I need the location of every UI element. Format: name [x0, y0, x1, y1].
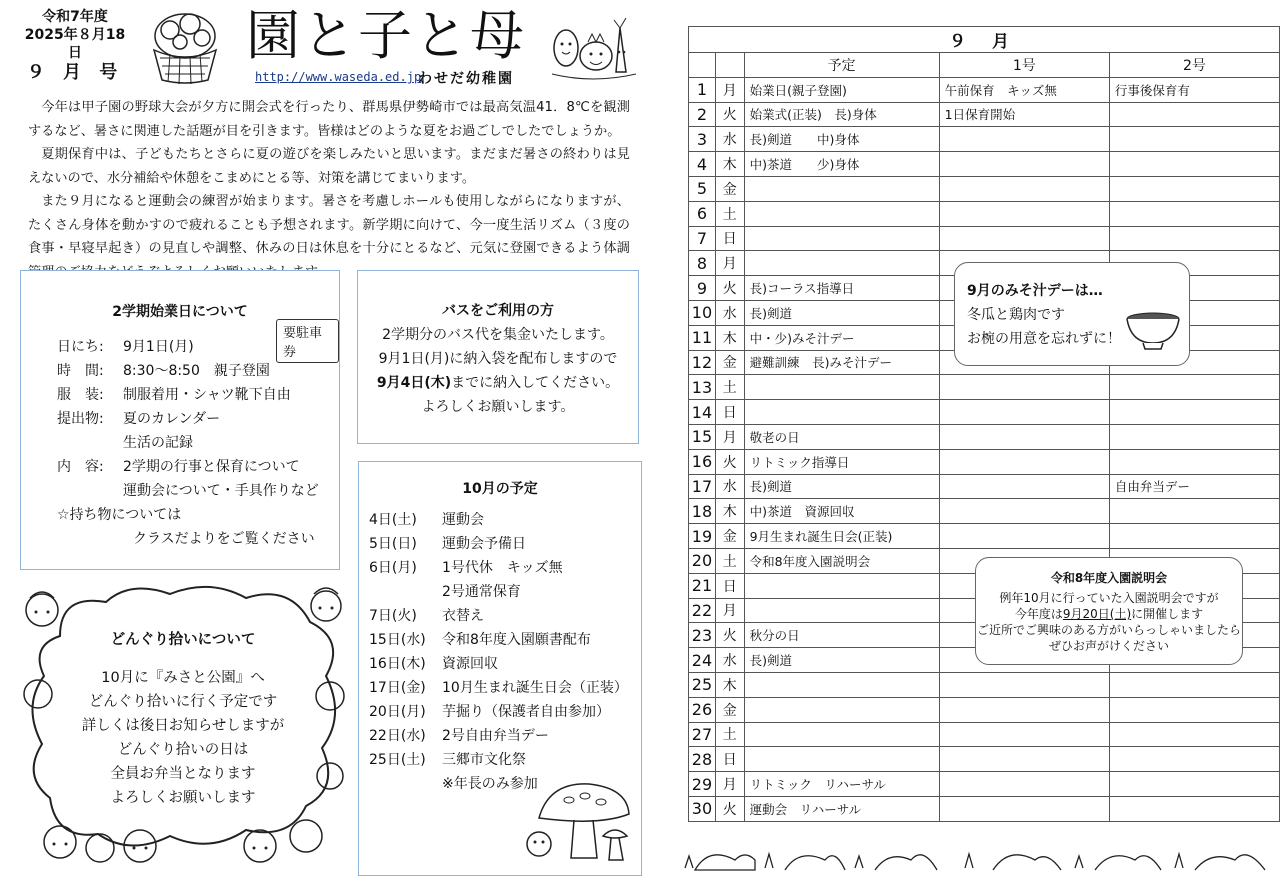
table-row [689, 176, 1280, 201]
group1-cell [939, 127, 1109, 152]
day-number: 28 [689, 747, 716, 772]
group2-cell [1109, 772, 1279, 797]
briefing-date: 9月20日(土) [1062, 607, 1132, 621]
briefing-title: 令和8年度入園説明会 [1050, 571, 1168, 585]
time-label: 時 間: [57, 363, 104, 379]
table-row [689, 449, 1280, 474]
event-cell: 長)コーラス指導日 [744, 276, 939, 301]
day-number: 11 [689, 325, 716, 350]
group2-cell: 自由弁当デー [1109, 474, 1279, 499]
group1-cell: 1日保育開始 [939, 102, 1109, 127]
weekday: 火 [715, 102, 744, 127]
table-row [689, 747, 1280, 772]
issue-date: 2025年８月18日 [24, 27, 126, 61]
acorn-title: どんぐり拾いについて [110, 632, 256, 648]
group2-cell [1109, 152, 1279, 177]
list-item: 16日(木) 資源回収 [369, 656, 498, 672]
weekday: 火 [715, 276, 744, 301]
group2-cell [1109, 747, 1279, 772]
group2-cell [1109, 424, 1279, 449]
weekday: 水 [715, 648, 744, 673]
bus-box [357, 270, 639, 444]
event-cell: 長)剣道 中)身体 [744, 127, 939, 152]
table-row [689, 474, 1280, 499]
weekday: 水 [715, 300, 744, 325]
list-item: ※年長のみ参加 [442, 776, 538, 792]
group2-cell [1109, 176, 1279, 201]
list-item: 6日(月) 1号代休 キッズ無 [369, 560, 563, 576]
list-item: 20日(月) 芋掘り（保護者自由参加） [369, 704, 610, 720]
school-name: わせだ幼稚園 [418, 71, 514, 87]
group1-cell [939, 449, 1109, 474]
table-row [689, 524, 1280, 549]
table-row [689, 127, 1280, 152]
day-number: 6 [689, 201, 716, 226]
miso-line: お椀の用意を忘れずに！ [967, 331, 1121, 347]
weekday: 木 [715, 325, 744, 350]
day-number: 1 [689, 77, 716, 102]
weekday: 火 [715, 796, 744, 821]
acorn-line: どんぐり拾いの日は [117, 742, 249, 758]
event-cell [744, 672, 939, 697]
miso-title: 9月のみそ汁デーは… [967, 283, 1103, 299]
briefing-line: ご近所でご興味のある方がいらっしゃいましたら [976, 623, 1241, 637]
group1-cell [939, 152, 1109, 177]
day-number: 19 [689, 524, 716, 549]
day-number: 4 [689, 152, 716, 177]
group2-cell [1109, 449, 1279, 474]
intro-paragraph: 今年は甲子園の野球大会が夕方に開会式を行ったり、群馬県伊勢崎市では最高気温41．8℃を観測するなど、暑さに関連した話題が目を引きます。皆様はどのような夏をお過ごしでしたでしょうか。 [28, 100, 630, 139]
day-number: 23 [689, 623, 716, 648]
autumn-border-illustration [675, 840, 1280, 876]
weekday: 火 [715, 449, 744, 474]
event-cell: 始業式(正装) 長)身体 [744, 102, 939, 127]
weekday: 木 [715, 672, 744, 697]
day-number: 12 [689, 350, 716, 375]
list-item: 5日(日) 運動会予備日 [369, 536, 526, 552]
event-cell: 敬老の日 [744, 424, 939, 449]
dress-value: 制服着用・シャツ靴下自由 [123, 387, 291, 403]
group1-cell [939, 400, 1109, 425]
day-number: 8 [689, 251, 716, 276]
day-number: 13 [689, 375, 716, 400]
miso-soup-note [954, 262, 1190, 366]
table-row [689, 499, 1280, 524]
bus-line-rest: までに納入してください。 [451, 375, 620, 391]
day-number: 10 [689, 300, 716, 325]
weekday: 土 [715, 722, 744, 747]
day-number: 2 [689, 102, 716, 127]
event-cell: 9月生まれ誕生日会(正装) [744, 524, 939, 549]
day-number: 16 [689, 449, 716, 474]
calendar-body [689, 77, 1280, 821]
weekday: 火 [715, 623, 744, 648]
weekday: 金 [715, 697, 744, 722]
intro-paragraph: 夏期保育中は、子どもたちとさらに夏の遊びを楽しみたいと思います。まだまだ暑さの終わりは見えないので、水分補給や休憩をこまめにとる等、対策を講じてまいります。 [28, 147, 630, 186]
weekday: 水 [715, 127, 744, 152]
acorn-line: 詳しくは後日お知らせしますが [81, 718, 285, 734]
day-number: 26 [689, 697, 716, 722]
day-number: 24 [689, 648, 716, 673]
weekday: 木 [715, 499, 744, 524]
event-cell: 令和8年度入園説明会 [744, 548, 939, 573]
day-number: 20 [689, 548, 716, 573]
list-item: 15日(水) 令和8年度入園願書配布 [369, 632, 591, 648]
school-url[interactable]: http://www.waseda.ed.jp [255, 70, 422, 84]
soup-bowl-icon [1125, 311, 1181, 351]
group2-cell [1109, 201, 1279, 226]
dress-label: 服 装: [57, 387, 104, 403]
table-row [689, 102, 1280, 127]
group2-cell [1109, 697, 1279, 722]
list-item: 25日(土) 三郷市文化祭 [369, 752, 526, 768]
term-start-details [57, 335, 319, 551]
event-cell: 運動会 リハーサル [744, 796, 939, 821]
october-schedule-box [358, 461, 642, 876]
day-number: 29 [689, 772, 716, 797]
event-cell [744, 697, 939, 722]
col-event-header: 予定 [744, 53, 939, 78]
day-number: 25 [689, 672, 716, 697]
event-cell: リトミック リハーサル [744, 772, 939, 797]
submit-value: 生活の記録 [123, 435, 193, 451]
table-row [689, 697, 1280, 722]
mushroom-illustration [519, 774, 639, 866]
group1-cell [939, 672, 1109, 697]
event-cell: 長)剣道 [744, 474, 939, 499]
list-item: 7日(火) 衣替え [369, 608, 484, 624]
content-value: 運動会について・手具作りなど [123, 483, 319, 499]
bus-line [358, 371, 638, 395]
issue-number: ９ 月 号 [26, 62, 124, 83]
event-cell: 中・少)みそ汁デー [744, 325, 939, 350]
briefing-line: 今年度は9月20日(土)に開催します [1014, 607, 1204, 621]
group2-cell: 行事後保育有 [1109, 77, 1279, 102]
bus-title: バスをご利用の方 [442, 303, 554, 319]
group2-cell [1109, 102, 1279, 127]
group2-cell [1109, 499, 1279, 524]
parking-ticket-badge: 要駐車券 [276, 319, 339, 363]
acorn-notice [58, 628, 308, 810]
acorn-line: よろしくお願いします [110, 790, 256, 806]
september-calendar [688, 26, 1280, 822]
table-row [689, 77, 1280, 102]
table-row [689, 375, 1280, 400]
weekday: 月 [715, 424, 744, 449]
event-cell [744, 375, 939, 400]
group1-cell [939, 176, 1109, 201]
table-row [689, 400, 1280, 425]
date-label: 日にち: [57, 339, 104, 355]
briefing-line: 例年10月に行っていた入園説明会ですが [999, 591, 1219, 605]
table-row [689, 201, 1280, 226]
event-cell [744, 226, 939, 251]
weekday: 土 [715, 548, 744, 573]
weekday: 月 [715, 772, 744, 797]
weekday: 月 [715, 77, 744, 102]
group1-cell [939, 747, 1109, 772]
day-number: 18 [689, 499, 716, 524]
event-cell [744, 201, 939, 226]
day-number: 7 [689, 226, 716, 251]
era-label: 令和7年度 [42, 9, 108, 25]
table-row [689, 796, 1280, 821]
group2-cell [1109, 796, 1279, 821]
event-cell: 避難訓練 長)みそ汁デー [744, 350, 939, 375]
group1-cell [939, 474, 1109, 499]
group1-cell [939, 796, 1109, 821]
group1-cell [939, 697, 1109, 722]
weekday: 月 [715, 598, 744, 623]
day-number: 21 [689, 573, 716, 598]
items-note: ☆持ち物については [57, 507, 182, 523]
group1-cell [939, 499, 1109, 524]
intro-paragraph: また９月になると運動会の練習が始まります。暑さを考慮しホールも使用しながらになりますが、たくさん身体を動かすので疲れることも予想されます。新学期に向けて、今一度生活リズム（３度の食事・早寝早起き）の見直しや調整、休みの日は休息を十分にとるなど、元気に登園できるよう体調 [28, 194, 630, 256]
fruit-basket-illustration [140, 6, 230, 86]
event-cell: 長)剣道 [744, 300, 939, 325]
submit-label: 提出物: [57, 411, 104, 427]
event-cell: 始業日(親子登園) [744, 77, 939, 102]
event-cell: 中)茶道 少)身体 [744, 152, 939, 177]
list-item: 4日(土) 運動会 [369, 512, 484, 528]
time-value: 8:30～8:50 親子登園 [123, 363, 270, 379]
day-number: 22 [689, 598, 716, 623]
weekday: 金 [715, 176, 744, 201]
admission-briefing-note [975, 557, 1243, 665]
event-cell [744, 598, 939, 623]
weekday: 金 [715, 524, 744, 549]
october-title: 10月の予定 [462, 481, 538, 497]
group1-cell [939, 524, 1109, 549]
bus-line: 9月1日(月)に納入袋を配布しますので [378, 351, 618, 367]
date-value: 9月1日(月) [123, 339, 194, 355]
submit-value: 夏のカレンダー [123, 411, 221, 427]
event-cell [744, 400, 939, 425]
group2-cell [1109, 226, 1279, 251]
group1-cell [939, 201, 1109, 226]
content-label: 内 容: [57, 459, 104, 475]
october-schedule-list [369, 508, 628, 796]
group1-cell [939, 424, 1109, 449]
term-start-title: 2学期始業日について [112, 304, 248, 320]
weekday: 木 [715, 152, 744, 177]
col-g1-header: 1号 [939, 53, 1109, 78]
weekday: 日 [715, 573, 744, 598]
content-value: 2学期の行事と保育について [123, 459, 300, 475]
day-number: 9 [689, 276, 716, 301]
bus-deadline: 9月4日(木) [376, 375, 452, 391]
weekday: 月 [715, 251, 744, 276]
day-number: 27 [689, 722, 716, 747]
table-row [689, 772, 1280, 797]
term-start-box [20, 270, 340, 570]
group1-cell [939, 772, 1109, 797]
event-cell: 秋分の日 [744, 623, 939, 648]
event-cell: 中)茶道 資源回収 [744, 499, 939, 524]
group2-cell [1109, 524, 1279, 549]
day-number: 14 [689, 400, 716, 425]
acorn-line: 全員お弁当となります [110, 766, 256, 782]
acorn-line: 10月に『みさと公園』へ [101, 670, 265, 686]
intro-text [28, 96, 630, 284]
weekday: 土 [715, 201, 744, 226]
table-row [689, 152, 1280, 177]
bus-line: 2学期分のバス代を集金いたします。 [382, 327, 614, 343]
newsletter-title: 園と子と母 [246, 4, 526, 67]
event-cell [744, 573, 939, 598]
event-cell: リトミック指導日 [744, 449, 939, 474]
weekday: 日 [715, 747, 744, 772]
weekday: 日 [715, 226, 744, 251]
weekday: 土 [715, 375, 744, 400]
event-cell [744, 251, 939, 276]
day-number: 5 [689, 176, 716, 201]
event-cell [744, 176, 939, 201]
group2-cell [1109, 375, 1279, 400]
miso-line: 冬瓜と鶏肉です [967, 307, 1065, 323]
col-g2-header: 2号 [1109, 53, 1279, 78]
weekday: 金 [715, 350, 744, 375]
group1-cell: 午前保育 キッズ無 [939, 77, 1109, 102]
day-number: 30 [689, 796, 716, 821]
group2-cell [1109, 127, 1279, 152]
list-item: 22日(水) 2号自由弁当デー [369, 728, 549, 744]
day-number: 17 [689, 474, 716, 499]
event-cell: 長)剣道 [744, 648, 939, 673]
issue-info [20, 8, 130, 82]
weekday: 日 [715, 400, 744, 425]
list-item: 17日(金) 10月生まれ誕生日会（正装） [369, 680, 628, 696]
list-item: 2号通常保育 [442, 584, 521, 600]
bus-line: よろしくお願いします。 [421, 399, 575, 415]
briefing-line: ぜひお声がけください [1048, 639, 1169, 653]
table-row [689, 226, 1280, 251]
table-row [689, 672, 1280, 697]
group2-cell [1109, 672, 1279, 697]
calendar-month: ９ 月 [689, 27, 1280, 53]
items-note: クラスだよりをご覧ください [133, 531, 315, 547]
group1-cell [939, 226, 1109, 251]
group2-cell [1109, 400, 1279, 425]
event-cell [744, 722, 939, 747]
acorn-line: どんぐり拾いに行く予定です [88, 694, 278, 710]
day-number: 15 [689, 424, 716, 449]
table-row [689, 424, 1280, 449]
group2-cell [1109, 722, 1279, 747]
weekday: 水 [715, 474, 744, 499]
vegetable-characters-illustration [548, 12, 638, 82]
group1-cell [939, 722, 1109, 747]
group1-cell [939, 375, 1109, 400]
day-number: 3 [689, 127, 716, 152]
event-cell [744, 747, 939, 772]
table-row [689, 722, 1280, 747]
